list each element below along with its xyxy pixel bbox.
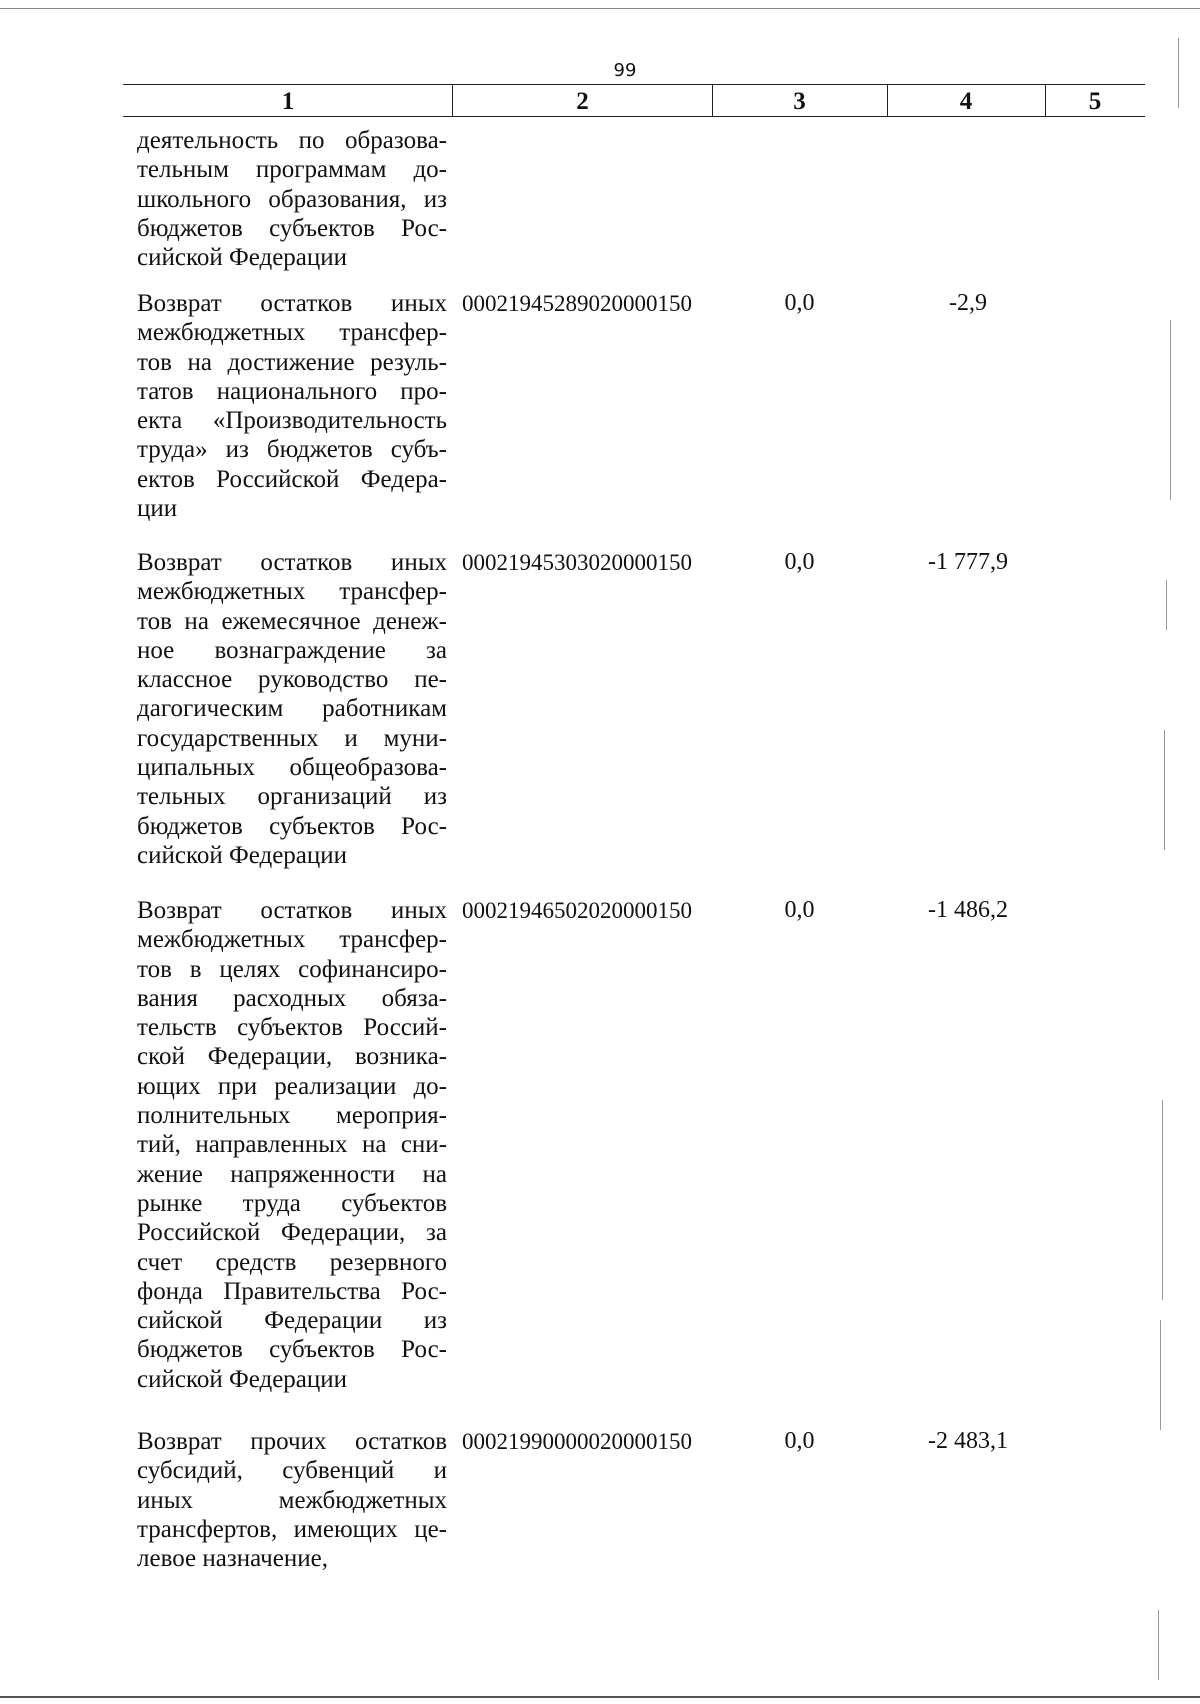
description-line: тов в целях софинансиро- bbox=[137, 955, 447, 983]
column-4-value: -2 483,1 bbox=[928, 1428, 1008, 1454]
scan-margin-mark bbox=[1164, 730, 1165, 850]
description-line: межбюджетных трансфер- bbox=[137, 578, 447, 606]
description-line: Возврат прочих остатков bbox=[137, 1428, 447, 1455]
description-line: левое назначение, bbox=[137, 1545, 328, 1573]
description-line: бюджетов субъектов Рос- bbox=[137, 1336, 447, 1364]
column-3-value: 0,0 bbox=[784, 549, 815, 575]
column-4-value: -1 777,9 bbox=[928, 549, 1008, 575]
description-line: трансфертов, имеющих це- bbox=[137, 1515, 447, 1543]
description-line: школьного образования, из bbox=[137, 185, 447, 213]
budget-code: 00021945289020000150 bbox=[462, 291, 692, 316]
description-line: счет средств резервного bbox=[137, 1248, 447, 1276]
description-line: дагогическим работникам bbox=[137, 695, 447, 723]
scan-margin-mark bbox=[1158, 1610, 1159, 1680]
row-description bbox=[137, 896, 447, 1394]
description-line: Возврат остатков иных bbox=[137, 897, 447, 924]
row-description bbox=[137, 1427, 447, 1573]
row-description bbox=[137, 548, 447, 870]
description-line: межбюджетных трансфер- bbox=[137, 319, 447, 347]
description-line: деятельность по образова- bbox=[137, 127, 447, 154]
description-line: Возврат остатков иных bbox=[137, 549, 447, 576]
description-line: Возврат остатков иных bbox=[137, 290, 447, 317]
scan-bottom-edge bbox=[0, 1696, 1200, 1698]
description-line: тельным программам до- bbox=[137, 156, 447, 184]
column-4-value: -1 486,2 bbox=[928, 897, 1008, 923]
column-header-3: 3 bbox=[793, 88, 806, 115]
description-line: бюджетов субъектов Рос- bbox=[137, 812, 447, 840]
description-line: ное вознаграждение за bbox=[137, 636, 447, 664]
description-line: ектов Российской Федера- bbox=[137, 465, 447, 493]
description-line: тов на достижение резуль- bbox=[137, 348, 447, 376]
description-line: фонда Правительства Рос- bbox=[137, 1277, 447, 1305]
column-3-value: 0,0 bbox=[784, 290, 815, 316]
budget-code: 00021945303020000150 bbox=[462, 550, 692, 575]
description-line: сийской Федерации bbox=[137, 244, 348, 272]
budget-code: 00021946502020000150 bbox=[462, 898, 692, 923]
column-header-2: 2 bbox=[576, 88, 589, 115]
scan-margin-mark bbox=[1166, 580, 1167, 630]
description-line: татов национального про- bbox=[137, 377, 447, 405]
description-line: екта «Производительность bbox=[137, 407, 447, 435]
description-line: тельств субъектов Россий- bbox=[137, 1014, 447, 1042]
page-number: 99 bbox=[613, 60, 637, 81]
description-line: тий, направленных на сни- bbox=[137, 1131, 447, 1159]
description-line: тов на ежемесячное денеж- bbox=[137, 607, 447, 635]
row-description bbox=[137, 126, 447, 272]
column-header-1: 1 bbox=[281, 88, 295, 115]
column-header-4: 4 bbox=[959, 88, 973, 115]
description-line: ции bbox=[137, 495, 178, 523]
row-description bbox=[137, 289, 447, 523]
description-line: ющих при реализации до- bbox=[137, 1072, 447, 1100]
scan-margin-mark bbox=[1160, 1320, 1161, 1430]
description-line: классное руководство пе- bbox=[137, 666, 447, 694]
description-line: ципальных общеобразова- bbox=[137, 754, 447, 782]
scan-top-edge bbox=[0, 8, 1200, 9]
table-header-bottom-rule bbox=[123, 116, 1145, 117]
column-3-value: 0,0 bbox=[784, 897, 815, 923]
description-line: труда» из бюджетов субъ- bbox=[137, 436, 447, 464]
description-line: бюджетов субъектов Рос- bbox=[137, 214, 447, 242]
description-line: рынке труда субъектов bbox=[137, 1189, 447, 1217]
column-header-5: 5 bbox=[1088, 88, 1102, 115]
description-line: сийской Федерации из bbox=[137, 1307, 447, 1335]
description-line: ской Федерации, возника- bbox=[137, 1043, 447, 1071]
scan-margin-mark bbox=[1162, 1100, 1163, 1300]
description-line: субсидий, субвенций и bbox=[137, 1457, 447, 1485]
description-line: государственных и муни- bbox=[137, 724, 447, 752]
description-line: полнительных мероприя- bbox=[137, 1102, 447, 1130]
description-line: Российской Федерации, за bbox=[137, 1219, 447, 1247]
scan-margin-mark bbox=[1170, 320, 1171, 500]
budget-code: 00021990000020000150 bbox=[462, 1429, 692, 1454]
column-4-value: -2,9 bbox=[949, 290, 987, 316]
table-header-top-rule bbox=[123, 84, 1145, 85]
description-line: иных межбюджетных bbox=[137, 1486, 447, 1514]
description-line: вания расходных обяза- bbox=[137, 984, 447, 1012]
description-line: сийской Федерации bbox=[137, 841, 348, 869]
scan-margin-mark bbox=[1178, 38, 1179, 108]
description-line: жение напряженности на bbox=[137, 1160, 447, 1188]
description-line: тельных организаций из bbox=[137, 783, 447, 811]
description-line: межбюджетных трансфер- bbox=[137, 926, 447, 954]
description-line: сийской Федерации bbox=[137, 1365, 348, 1393]
column-3-value: 0,0 bbox=[784, 1428, 815, 1454]
